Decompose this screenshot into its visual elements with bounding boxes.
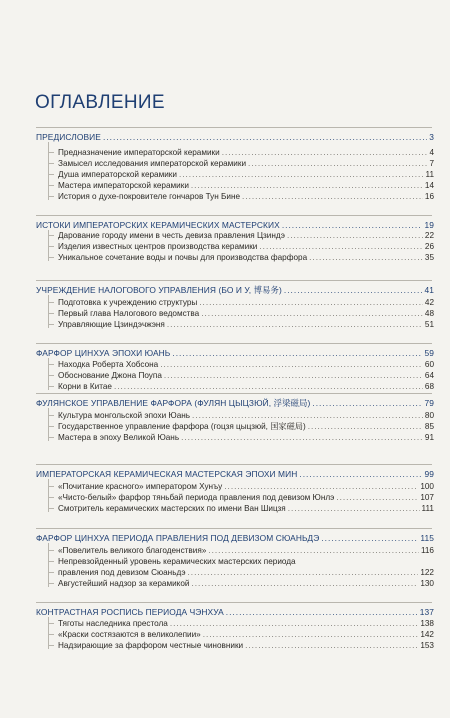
toc-section-heading-title: ФАРФОР ЦИНХУА ЭПОХИ ЮАНЬ: [36, 348, 171, 358]
toc-entry[interactable]: [58, 431, 434, 443]
bracket-tick: [48, 583, 54, 584]
toc-entry-page-number: 122: [420, 568, 434, 577]
toc-section-heading-page-number: 3: [429, 132, 434, 142]
page-title: ОГЛАВЛЕНИЕ: [35, 92, 165, 113]
toc-section-heading[interactable]: [36, 396, 434, 408]
bracket-tick: [48, 486, 54, 487]
toc-entry-title: Культура монгольской эпохи Юань: [58, 411, 191, 420]
toc-entry-title: Тяготы наследника престола: [58, 619, 168, 628]
bracket-tick: [48, 386, 54, 387]
toc-entry-page-number: 51: [424, 320, 434, 329]
toc-entry-page-number: 91: [424, 433, 434, 442]
toc-entry-title: Управляющие Цзиндэчжэня: [58, 320, 165, 329]
toc-section-heading-title: ИСТОКИ ИМПЕРАТОРСКИХ КЕРАМИЧЕСКИХ МАСТЕРСКИХ: [36, 220, 280, 230]
toc-entry-title: Предназначение императорской керамики: [58, 148, 220, 157]
bracket-tick: [48, 437, 54, 438]
bracket-tick: [48, 185, 54, 186]
dot-leader: [242, 192, 423, 202]
section-divider: [36, 215, 432, 216]
section-divider: [36, 127, 432, 128]
bracket-tick: [48, 246, 54, 247]
toc-section-heading[interactable]: [36, 467, 434, 479]
dot-leader: [299, 469, 422, 479]
toc-entry-title: правления под девизом Сюаньдэ: [58, 568, 186, 577]
toc-entry-page-number: 130: [420, 579, 434, 588]
bracket-tick: [48, 196, 54, 197]
bracket-tick: [48, 561, 54, 562]
bracket-tick: [48, 364, 54, 365]
toc-section-heading-title: ФУЛЯНСКОЕ УПРАВЛЕНИЕ ФАРФОРА (ФУЛЯН ЦЫЦЗЮЙ, 浮梁磁局): [36, 398, 311, 408]
toc-section-heading-page-number: 115: [420, 533, 434, 543]
toc-entry-page-number: 138: [420, 619, 434, 628]
toc-section-heading[interactable]: [36, 130, 434, 142]
toc-entry[interactable]: [58, 380, 434, 392]
toc-entry-page-number: 111: [421, 504, 434, 513]
toc-section-heading-title: ФАРФОР ЦИНХУА ПЕРИОДА ПРАВЛЕНИЯ ПОД ДЕВИЗОМ СЮАНЬДЭ: [36, 533, 320, 543]
toc-entry-page-number: 26: [424, 242, 434, 251]
toc-section-heading-title: ПРЕДИСЛОВИЕ: [36, 132, 101, 142]
toc-entry-page-number: 100: [420, 482, 434, 491]
toc-entry-title: Августейший надзор за керамикой: [58, 579, 190, 588]
dot-leader: [309, 253, 423, 263]
toc-entry-page-number: 68: [424, 382, 434, 391]
bracket-tick: [48, 550, 54, 551]
dot-leader: [191, 579, 418, 589]
toc-entry-page-number: 48: [424, 309, 434, 318]
toc-section-heading-title: УЧРЕЖДЕНИЕ НАЛОГОВОГО УПРАВЛЕНИЯ (БО И У, 博易务): [36, 285, 282, 295]
toc-entry-title: «Краски состязаются в великолепии»: [58, 630, 201, 639]
toc-entry-title: Первый глава Налогового ведомства: [58, 309, 200, 318]
toc-entry[interactable]: [58, 577, 434, 589]
toc-section-heading-title: ИМПЕРАТОРСКАЯ КЕРАМИЧЕСКАЯ МАСТЕРСКАЯ ЭПОХИ МИН: [36, 469, 298, 479]
toc-entry[interactable]: [58, 318, 434, 330]
toc-section-heading-title: КОНТРАСТНАЯ РОСПИСЬ ПЕРИОДА ЧЭНХУА: [36, 607, 224, 617]
toc-section-heading[interactable]: [36, 283, 434, 295]
toc-entry-title: Государственное управление фарфора (гоцзя цыцзюй, 国家磁局): [58, 422, 306, 431]
toc-entry-title: Корни в Китае: [58, 382, 112, 391]
section-divider: [36, 602, 432, 603]
bracket-tick: [48, 634, 54, 635]
dot-leader: [284, 285, 423, 295]
toc-entry-page-number: 116: [420, 546, 434, 555]
toc-entry[interactable]: [58, 502, 434, 514]
toc-entry-title: Непревзойденный уровень керамических мастерских периода: [58, 557, 296, 566]
bracket-tick: [48, 313, 54, 314]
toc-entry-page-number: 11: [425, 170, 434, 179]
toc-entry[interactable]: [58, 251, 434, 263]
dot-leader: [167, 320, 423, 330]
toc-entry-title: Смотритель керамических мастерских по имени Ван Шицзя: [58, 504, 286, 513]
toc-entry-title: «Чисто-белый» фарфор тяньбай периода правления под девизом Юнлэ: [58, 493, 335, 502]
toc-entry-title: Надзирающие за фарфором честные чиновники: [58, 641, 244, 650]
toc-entry-page-number: 142: [420, 630, 434, 639]
bracket-tick: [48, 163, 54, 164]
toc-section-heading-page-number: 59: [424, 348, 434, 358]
toc-entry-page-number: 16: [424, 192, 434, 201]
toc-entry-title: Мастера императорской керамики: [58, 181, 189, 190]
bracket-tick: [48, 426, 54, 427]
toc-section-heading[interactable]: [36, 346, 434, 358]
bracket-tick: [48, 324, 54, 325]
bracket-tick: [48, 497, 54, 498]
dot-leader: [114, 382, 423, 392]
section-divider: [36, 528, 432, 529]
bracket-tick: [48, 572, 54, 573]
bracket-tick: [48, 508, 54, 509]
toc-section-heading-page-number: 19: [424, 220, 434, 230]
dot-leader: [321, 533, 418, 543]
toc-entry[interactable]: [58, 639, 434, 651]
bracket-tick: [48, 257, 54, 258]
bracket-tick: [48, 415, 54, 416]
toc-entry-title: «Повелитель великого благоденствия»: [58, 546, 207, 555]
bracket-tick: [48, 152, 54, 153]
section-divider: [36, 393, 432, 394]
bracket-tick: [48, 623, 54, 624]
toc-entry-page-number: 80: [424, 411, 434, 420]
toc-entry-page-number: 7: [429, 159, 434, 168]
dot-leader: [103, 132, 427, 142]
dot-leader: [172, 348, 422, 358]
section-divider: [36, 280, 432, 281]
toc-entry-title: Уникальное сочетание воды и почвы для производства фарфора: [58, 253, 308, 262]
dot-leader: [312, 398, 422, 408]
toc-entry-page-number: 107: [420, 493, 434, 502]
toc-entry-page-number: 64: [424, 371, 434, 380]
toc-section-heading-page-number: 41: [424, 285, 434, 295]
toc-section-heading-page-number: 137: [419, 607, 434, 617]
bracket-tick: [48, 302, 54, 303]
toc-entry-page-number: 42: [424, 298, 434, 307]
toc-section-heading[interactable]: [36, 531, 434, 543]
bracket-tick: [48, 375, 54, 376]
toc-entry-title: Замысел исследования императорской керамики: [58, 159, 247, 168]
section-divider: [36, 343, 432, 344]
toc-section-heading[interactable]: [36, 605, 434, 617]
toc-entry-page-number: 22: [424, 231, 434, 240]
bracket-tick: [48, 645, 54, 646]
toc-entry-title: Изделия известных центров производства керамики: [58, 242, 258, 251]
section-divider: [36, 464, 432, 465]
toc-entry-title: Мастера в эпоху Великой Юань: [58, 433, 180, 442]
section-bracket: [48, 142, 49, 200]
toc-entry-title: Обоснование Джона Поупа: [58, 371, 162, 380]
toc-entry-page-number: 85: [424, 422, 434, 431]
toc-entry-page-number: 35: [424, 253, 434, 262]
toc-entry-page-number: 60: [424, 360, 434, 369]
bracket-tick: [48, 235, 54, 236]
dot-leader: [288, 504, 420, 514]
toc-entry-title: «Почитание красного» императором Хунъу: [58, 482, 223, 491]
toc-entry-title: Душа императорской керамики: [58, 170, 177, 179]
toc-entry-page-number: 4: [429, 148, 434, 157]
bracket-tick: [48, 174, 54, 175]
toc-entry-title: История о духе-покровителе гончаров Тун Бине: [58, 192, 241, 201]
toc-entry[interactable]: [58, 190, 434, 202]
dot-leader: [226, 607, 418, 617]
toc-entry-page-number: 14: [424, 181, 434, 190]
dot-leader: [181, 433, 423, 443]
toc-section-heading-page-number: 79: [424, 398, 434, 408]
toc-entry-page-number: 153: [420, 641, 434, 650]
toc-entry-title: Находка Роберта Хобсона: [58, 360, 159, 369]
dot-leader: [245, 641, 418, 651]
toc-section-heading-page-number: 99: [424, 469, 434, 479]
toc-entry-title: Подготовка к учреждению структуры: [58, 298, 198, 307]
toc-entry-title: Дарование городу имени в честь девиза правления Цзиндэ: [58, 231, 285, 240]
